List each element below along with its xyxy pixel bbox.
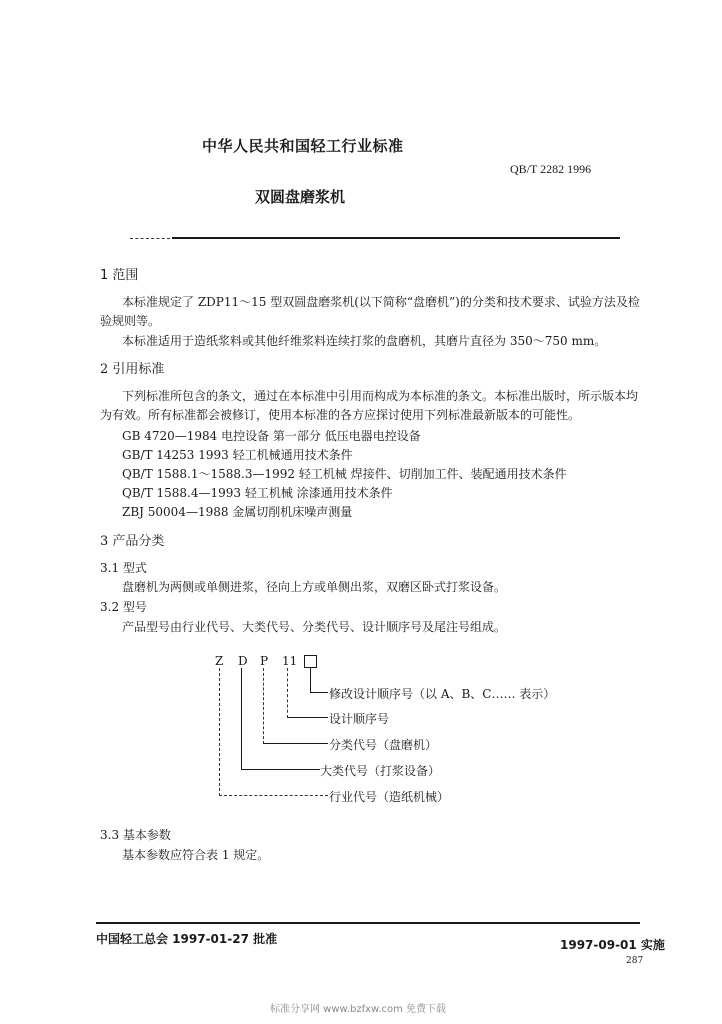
section-1-paragraph-2: 本标准适用于造纸浆料或其他纤维浆料连续打浆的盘磨机，其磨片直径为 350～750 mm。 [122, 334, 607, 348]
connector-line [287, 668, 288, 718]
connector-line [263, 743, 328, 744]
suffix-box [304, 655, 317, 668]
connector-line [263, 668, 264, 744]
section-1-paragraph-1-line-1: 本标准规定了 ZDP11～15 型双圆盘磨浆机(以下简称“盘磨机”)的分类和技术要求、试验方法及检 [122, 295, 640, 309]
document-title: 双圆盘磨浆机 [255, 188, 346, 206]
reference-item: QB/T 1588.4—1993 轻工机械 涂漆通用技术条件 [122, 486, 393, 500]
reference-item: QB/T 1588.1～1588.3—1992 轻工机械 焊接件、切削加工件、装配通用技术条件 [122, 467, 567, 481]
label-design-sequence: 设计顺序号 [329, 712, 390, 726]
connector-line [219, 668, 220, 796]
reference-item: ZBJ 50004—1988 金属切削机床噪声测量 [122, 505, 353, 519]
effective-date: 1997-09-01 实施 [560, 938, 665, 952]
label-industry-code: 行业代号（造纸机械） [329, 790, 450, 804]
watermark-text: 标准分享网 www.bzfxw.com 免费下载 [270, 1004, 446, 1015]
connector-line [241, 668, 242, 770]
label-category-code: 大类代号（打浆设备） [320, 764, 441, 778]
code-sequence: 11 [282, 654, 298, 668]
standard-number: QB/T 2282 1996 [510, 162, 592, 176]
page-number: 287 [626, 956, 644, 966]
org-title: 中华人民共和国轻工行业标准 [202, 137, 404, 155]
section-3-2-heading: 3.2 型号 [100, 600, 147, 614]
label-revision-sequence: 修改设计顺序号（以 A、B、C…… 表示） [329, 687, 556, 701]
connector-line [219, 795, 328, 796]
footer-rule [96, 922, 640, 924]
section-3-2-text: 产品型号由行业代号、大类代号、分类代号、设计顺序号及尾注号组成。 [122, 620, 507, 634]
section-3-1-text: 盘磨机为两侧或单侧进浆，径向上方或单侧出浆，双磨区卧式打浆设备。 [122, 580, 507, 594]
section-3-3-heading: 3.3 基本参数 [100, 828, 171, 842]
section-1-paragraph-1-line-2: 验规则等。 [100, 314, 161, 328]
reference-item: GB 4720—1984 电控设备 第一部分 低压电器电控设备 [122, 429, 421, 443]
code-industry: Z [215, 654, 224, 668]
section-1-heading: 1 范围 [100, 268, 139, 283]
header-rule-dashed [130, 238, 170, 239]
section-3-3-text: 基本参数应符合表 1 规定。 [122, 848, 270, 862]
connector-line [241, 769, 320, 770]
reference-item: GB/T 14253 1993 轻工机械通用技术条件 [122, 448, 353, 462]
connector-line [310, 668, 311, 693]
section-3-heading: 3 产品分类 [100, 534, 165, 549]
connector-line [287, 717, 328, 718]
approval-date: 中国轻工总会 1997-01-27 批准 [96, 932, 278, 946]
header-rule [172, 237, 620, 239]
label-class-code: 分类代号（盘磨机） [329, 738, 438, 752]
code-category: D [238, 654, 248, 668]
section-3-1-heading: 3.1 型式 [100, 561, 147, 575]
code-class: P [260, 654, 269, 668]
section-2-paragraph-line-1: 下列标准所包含的条文，通过在本标准中引用而构成为本标准的条文。本标准出版时，所示版本均 [122, 389, 639, 403]
section-2-paragraph-line-2: 为有效。所有标准都会被修订，使用本标准的各方应探讨使用下列标准最新版本的可能性。 [100, 408, 581, 422]
section-2-heading: 2 引用标准 [100, 362, 165, 377]
connector-line [310, 692, 328, 693]
